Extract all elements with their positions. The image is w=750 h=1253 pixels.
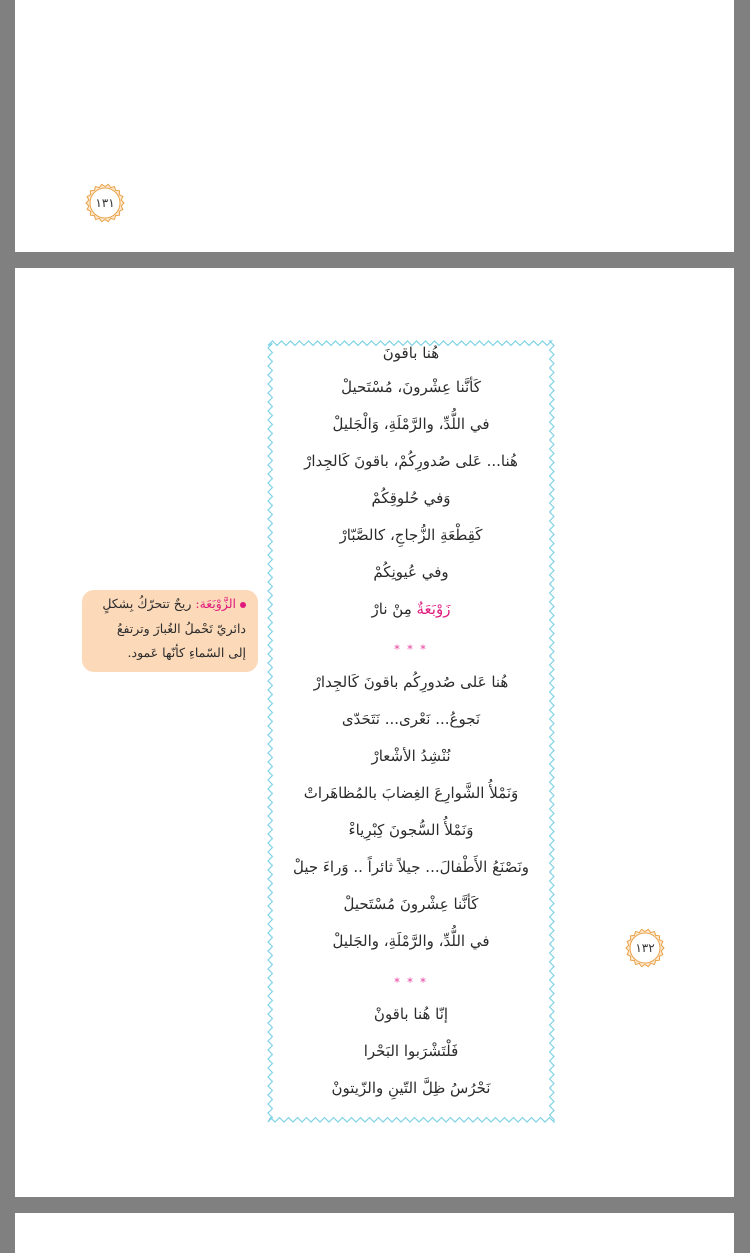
poem-line: نَجوعُ... نَعْرى... نَتَحَدّى: [341, 710, 481, 728]
glossary-line: دائريّ تَحْملُ الغُبارَ وترتفعُ: [116, 621, 246, 636]
glossary-note: [82, 590, 258, 672]
glossary-term: الزَّوْبَعَة:: [195, 596, 236, 611]
page-number-badge-131: [85, 183, 125, 223]
highlighted-word: زَوْبَعَةٌ: [416, 600, 451, 618]
page-number: ١٣٢: [635, 941, 655, 955]
poem-line: فَلْتَشْرَبوا البَحْرا: [363, 1042, 459, 1060]
glossary-definition: ريحٌ تتحرّكُ بِشكلٍ: [102, 596, 192, 611]
poem-line: إنّا هُنا باقونْ: [373, 1005, 449, 1023]
poem-line: وَفي حُلوقِكُمْ: [371, 489, 451, 507]
page-131: [15, 0, 734, 252]
poem-line: وَنَمْلأُ الشَّوارِعَ الغِضابَ بالمُظاهَراتْ: [303, 784, 519, 802]
page-133: [15, 1213, 734, 1253]
glossary-line: إلى السّماءِ كأنّها عَمود.: [127, 645, 246, 660]
poem-line: في اللُّدِّ، والرَّمْلَةِ، والجَليلْ: [332, 932, 490, 950]
poem-line-rest: مِنْ نارْ: [371, 600, 412, 618]
poem-line: كَقِطْعَةِ الزُّجاجِ، كالصَّبّارْ: [339, 526, 483, 544]
poem-line: هُنا عَلى صُدورِكُم باقونَ كَالجِدارْ: [313, 673, 509, 691]
poem-line: وفي عُيونِكُمْ: [373, 563, 449, 581]
poem-line: كَأنَّنا عِشْرونَ، مُسْتَحيلْ: [341, 378, 481, 396]
poem-line: هُنا... عَلى صُدورِكُمْ، باقونَ كَالجِدارْ: [304, 452, 518, 470]
poem-frame: [265, 338, 557, 1125]
page-132: [15, 268, 734, 1197]
poem-line: كَأنَّنا عِشْرونَ مُسْتَحيلْ: [343, 895, 479, 913]
page-number-badge-132: [625, 928, 665, 968]
poem-line-highlighted: [265, 600, 557, 618]
poem-line: في اللُّدِّ، والرَّمْلَةِ، وَالْجَليلْ: [332, 415, 490, 433]
stanza-separator: * * *: [394, 643, 428, 656]
bullet-dot-icon: [240, 602, 246, 608]
poem-line: ونَصْنَعُ الأَطْفالَ... جيلاً ثائراً .. وَراءَ جيلْ: [292, 858, 530, 876]
poem-line: وَنَمْلأُ السُّجونَ كِبْرِياءْ: [348, 821, 474, 839]
glossary-line: [86, 596, 246, 611]
stanza-separator: * * *: [394, 976, 428, 989]
poem-line: نَحْرُسُ ظِلَّ التّينِ والزّيتونْ: [331, 1079, 491, 1097]
page-number: ١٣١: [95, 196, 115, 210]
poem-line: نُنْشِدُ الأشْعارْ: [371, 747, 451, 765]
poem-line: هُنا باقونَ: [382, 344, 440, 362]
